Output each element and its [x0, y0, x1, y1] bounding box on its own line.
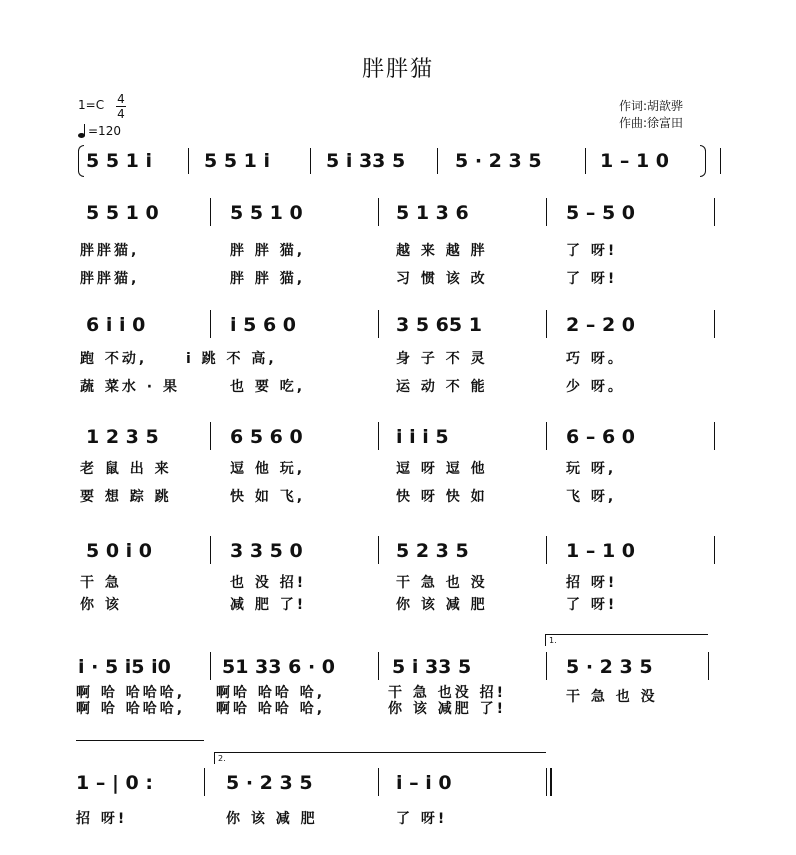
lyric: 逗 他 玩,	[230, 461, 306, 477]
lyric: 了 呀!	[566, 243, 618, 259]
lyric: 身 子 不 灵	[396, 351, 488, 367]
measure: 5 – 5 0	[566, 202, 636, 224]
time-bottom: 4	[117, 107, 125, 121]
measure: 5 i 33 5	[326, 150, 406, 172]
volta-2: 2.	[218, 754, 226, 763]
lyric: 干 急 也没 招!	[388, 685, 507, 701]
measure: 1 – 1 0	[600, 150, 670, 172]
lyric: 要 想 踪 跳	[80, 489, 172, 505]
measure: 5 2 3 5	[396, 540, 469, 562]
song-title: 胖胖猫	[361, 57, 434, 82]
lyric: 啊 哈 哈哈哈,	[76, 685, 186, 701]
measure: 1 – | 0 :	[76, 772, 153, 794]
lyric: 也 要 吃,	[230, 379, 306, 395]
lyric: 你 该 减 肥	[226, 811, 318, 827]
measure: 5 1 3 6	[396, 202, 469, 224]
lyric: 少 呀。	[566, 379, 625, 395]
lyric: 老 鼠 出 来	[80, 461, 172, 477]
lyric: 胖 胖 猫,	[230, 271, 306, 287]
lyric: 了 呀!	[566, 271, 618, 287]
lyric: 招 呀!	[76, 811, 128, 827]
measure: 3 3 5 0	[230, 540, 303, 562]
time-signature	[116, 92, 126, 121]
lyric: 逗 呀 逗 他	[396, 461, 488, 477]
measure: 5 i 33 5	[392, 656, 472, 678]
lyric: i 跳 不 高,	[186, 351, 277, 367]
measure: 51 33 6 · 0	[222, 656, 335, 678]
lyric: 你 该 减肥 了!	[388, 701, 507, 717]
measure: i – i 0	[396, 772, 452, 794]
measure: i 5 6 0	[230, 314, 297, 336]
lyric: 招 呀!	[566, 575, 618, 591]
lyric: 越 来 越 胖	[396, 243, 488, 259]
measure: 2 – 2 0	[566, 314, 636, 336]
measure: 5 0 i 0	[86, 540, 153, 562]
measure: 5 5 1 i	[86, 150, 153, 172]
lyric: 干 急 也 没	[396, 575, 488, 591]
lyric: 干 急	[80, 575, 122, 591]
measure: 5 5 1 0	[86, 202, 159, 224]
lyric: 胖 胖 猫,	[230, 243, 306, 259]
measure: 1 2 3 5	[86, 426, 159, 448]
lyric: 运 动 不 能	[396, 379, 488, 395]
measure: 6 i i 0	[86, 314, 146, 336]
key-signature: 1=C	[78, 98, 105, 112]
lyric: 啊哈 哈哈 哈,	[216, 685, 326, 701]
lyric: 减 肥 了!	[230, 597, 307, 613]
measure: 6 5 6 0	[230, 426, 303, 448]
lyric: 啊 哈 哈哈哈,	[76, 701, 186, 717]
lyric: 了 呀!	[396, 811, 448, 827]
lyricist-credit: 作词:胡歆骅	[619, 99, 684, 113]
lyric: 胖胖猫,	[80, 243, 140, 259]
measure: i i i 5	[396, 426, 449, 448]
lyric: 飞 呀,	[566, 489, 617, 505]
lyric: 你 该	[80, 597, 122, 613]
volta-1: 1.	[549, 636, 557, 645]
lyric: 你 该 减 肥	[396, 597, 488, 613]
lyric: 习 惯 该 改	[396, 271, 488, 287]
time-top: 4	[117, 92, 125, 106]
measure: 5 5 1 0	[230, 202, 303, 224]
lyric: 快 如 飞,	[230, 489, 306, 505]
lyric: 快 呀 快 如	[396, 489, 488, 505]
tempo-marking	[78, 124, 121, 138]
lyric: 了 呀!	[566, 597, 618, 613]
lyric: 蔬 菜水 · 果	[80, 379, 180, 395]
measure: 6 – 6 0	[566, 426, 636, 448]
measure: 3 5 65 1	[396, 314, 482, 336]
lyric: 也 没 招!	[230, 575, 307, 591]
measure: i · 5 i5 i0	[78, 656, 171, 678]
measure: 5 · 2 3 5	[226, 772, 313, 794]
lyric: 巧 呀。	[566, 351, 625, 367]
measure: 5 · 2 3 5	[455, 150, 542, 172]
measure: 5 · 2 3 5	[566, 656, 653, 678]
lyric: 胖胖猫,	[80, 271, 140, 287]
measure: 5 5 1 i	[204, 150, 271, 172]
lyric: 啊哈 哈哈 哈,	[216, 701, 326, 717]
measure: 1 – 1 0	[566, 540, 636, 562]
lyric: 玩 呀,	[566, 461, 617, 477]
quarter-note-icon	[78, 126, 86, 138]
lyric: 干 急 也 没	[566, 689, 658, 705]
tempo-value: =120	[88, 124, 121, 138]
lyric: 跑 不动,	[80, 351, 148, 367]
composer-credit: 作曲:徐富田	[619, 116, 684, 130]
